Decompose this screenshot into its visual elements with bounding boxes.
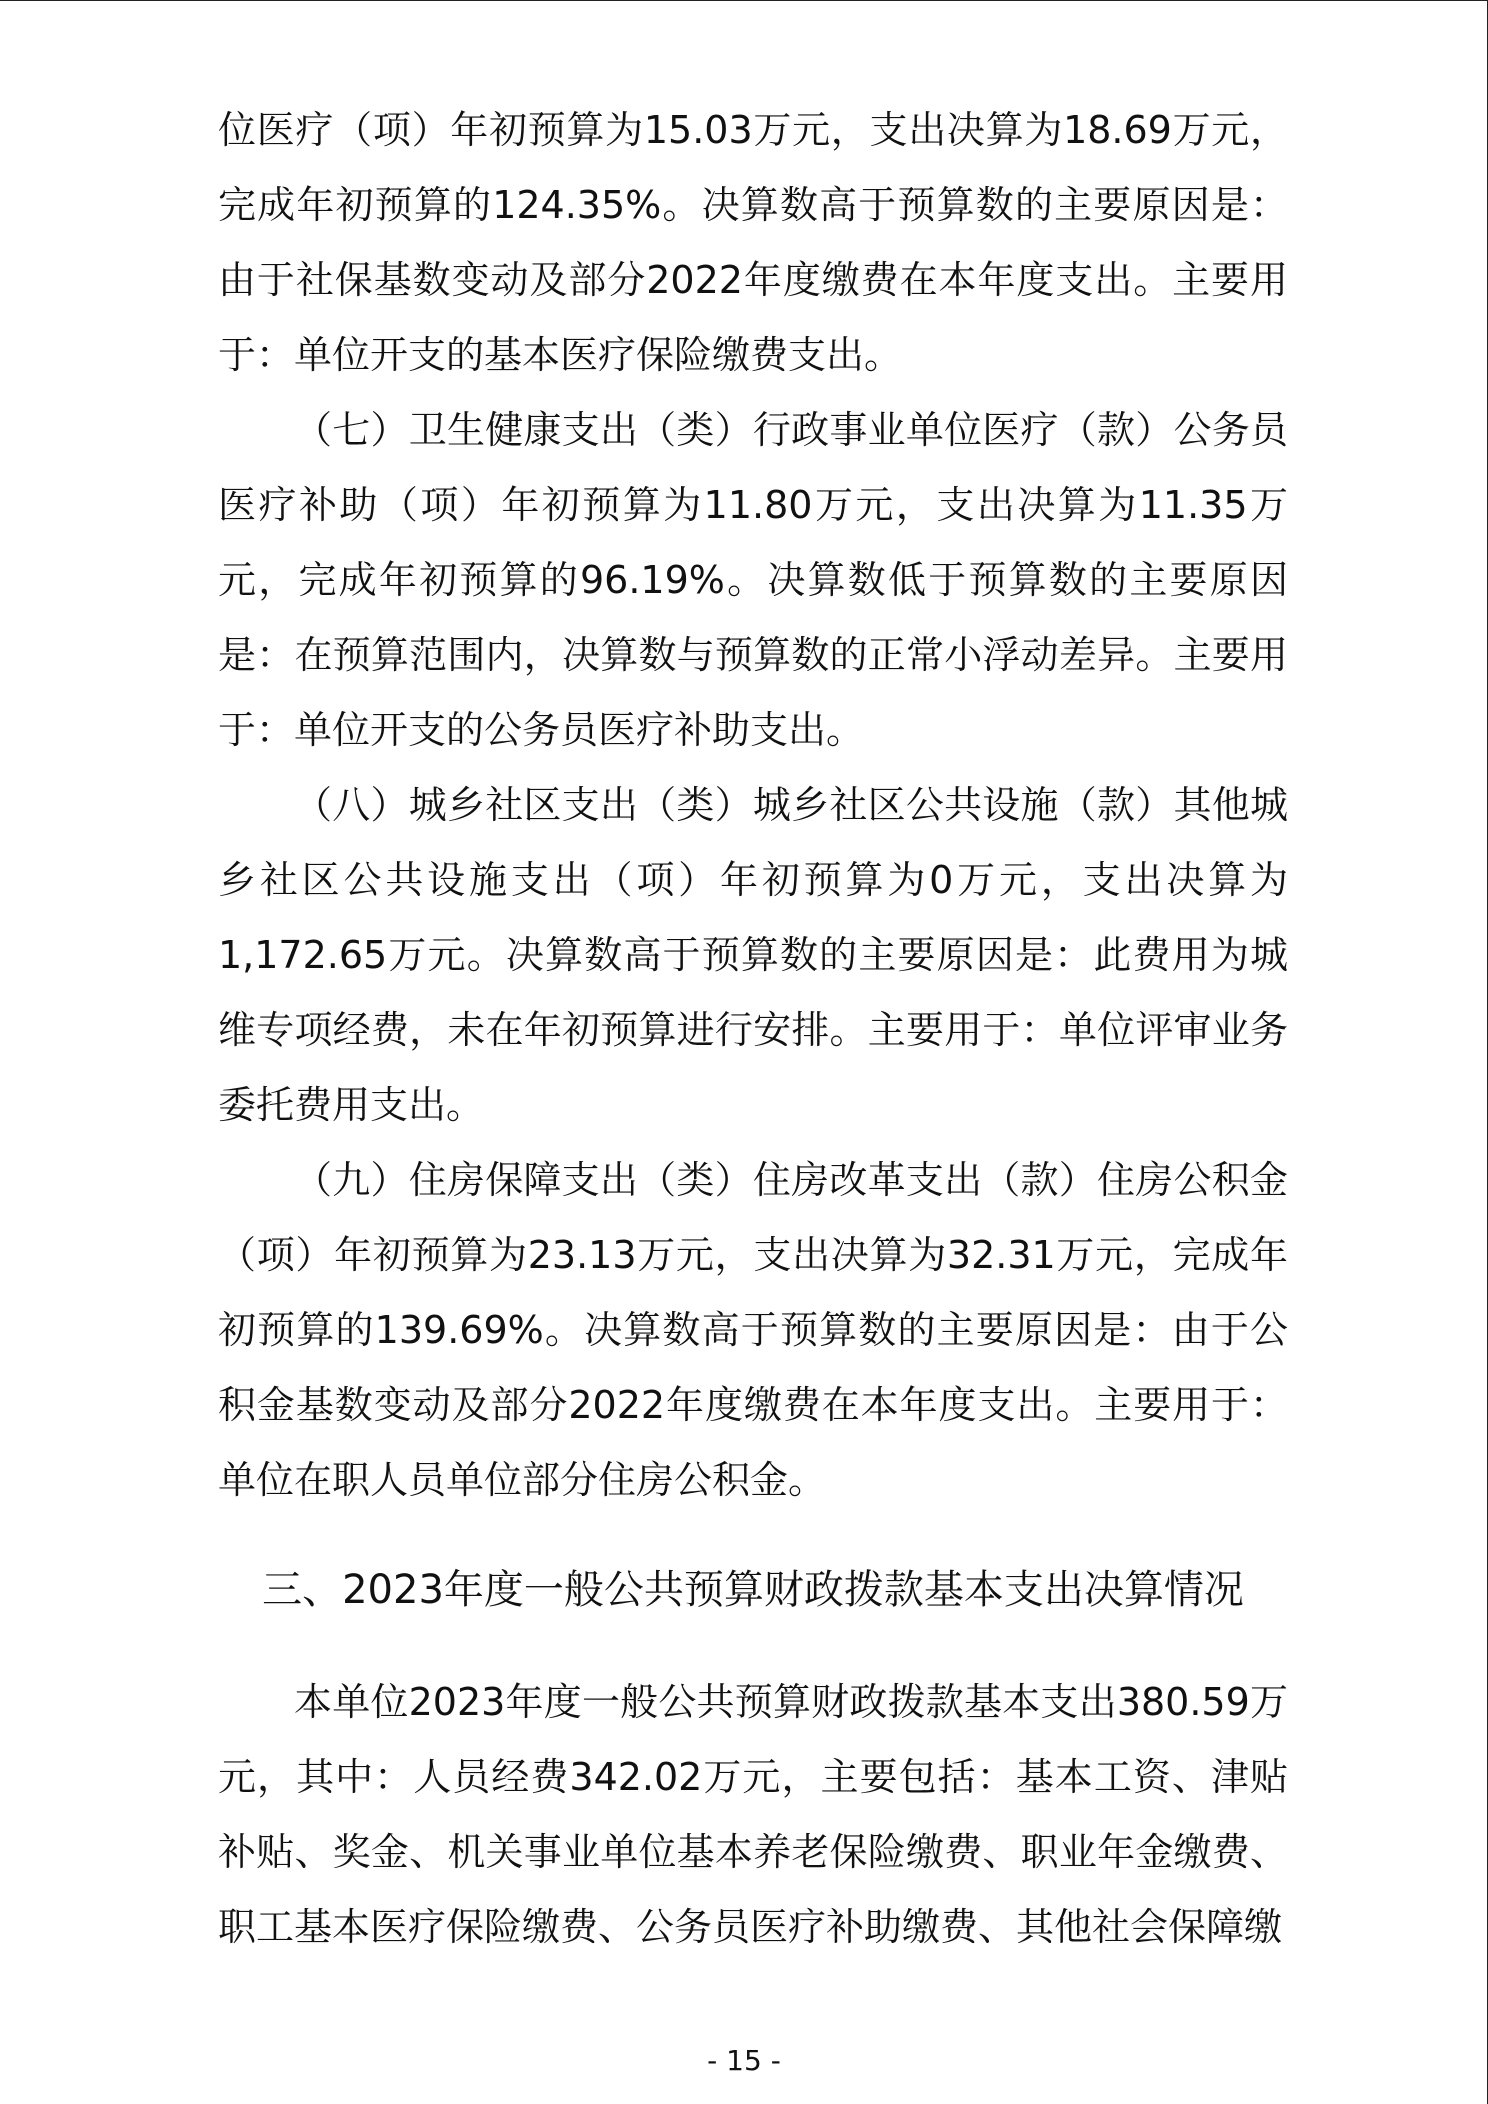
paragraph-item-7: （七）卫生健康支出（类）行政事业单位医疗（款）公务员医疗补助（项）年初预算为11.80万元，支出决算为11.35万元，完成年初预算的96.19%。决算数低于预算数的主要原因是：在预算范围内，决算数与预算数的正常小浮动差异。主要用于：单位开支的公务员医疗补助支出。 <box>218 408 1288 752</box>
section-heading: 三、2023年度一般公共预算财政拨款基本支出决算情况 <box>262 1567 1244 1613</box>
body-text-block <box>218 93 1288 1518</box>
page-number: - 15 - <box>707 2044 781 2077</box>
paragraph-continued: 位医疗（项）年初预算为15.03万元，支出决算为18.69万元，完成年初预算的124.35%。决算数高于预算数的主要原因是：由于社保基数变动及部分2022年度缴费在本年度支出。主要用于：单位开支的基本医疗保险缴费支出。 <box>218 108 1288 377</box>
paragraph-item-8: （八）城乡社区支出（类）城乡社区公共设施（款）其他城乡社区公共设施支出（项）年初预算为0万元，支出决算为1,172.65万元。决算数高于预算数的主要原因是：此费用为城维专项经费，未在年初预算进行安排。主要用于：单位评审业务委托费用支出。 <box>218 783 1288 1127</box>
section-body <box>218 1665 1288 1965</box>
section-paragraph: 本单位2023年度一般公共预算财政拨款基本支出380.59万元，其中：人员经费342.02万元，主要包括：基本工资、津贴补贴、奖金、机关事业单位基本养老保险缴费、职业年金缴费、职工基本医疗保险缴费、公务员医疗补助缴费、其他社会保障缴 <box>218 1680 1288 1949</box>
paragraph-item-9: （九）住房保障支出（类）住房改革支出（款）住房公积金（项）年初预算为23.13万元，支出决算为32.31万元，完成年初预算的139.69%。决算数高于预算数的主要原因是：由于公积金基数变动及部分2022年度缴费在本年度支出。主要用于：单位在职人员单位部分住房公积金。 <box>218 1158 1288 1502</box>
